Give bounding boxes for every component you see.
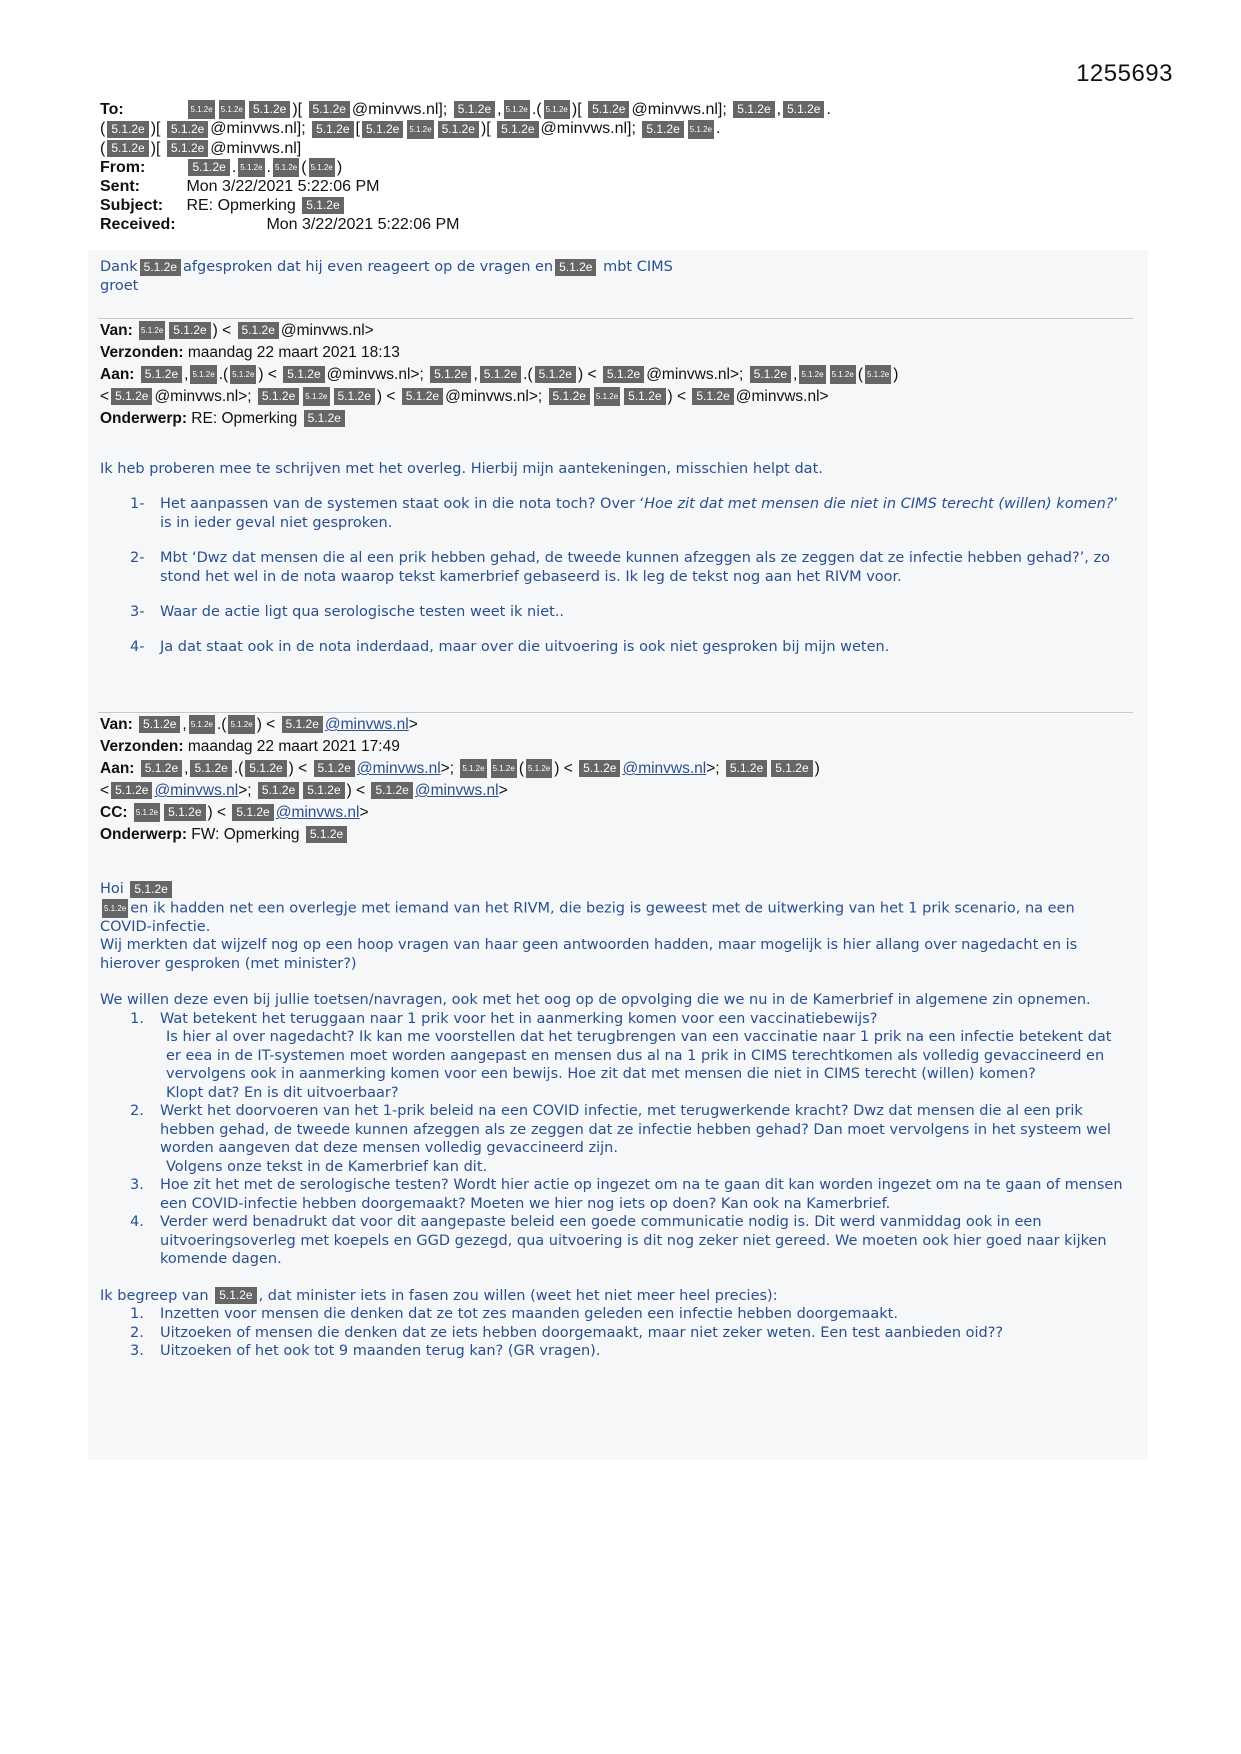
verzonden-label: Verzonden: xyxy=(100,738,184,755)
msg2-header: Van: 5.1.2e , 5.1.2e .( 5.1.2e ) < 5.1.2e @minvws.nl> Verzonden: maandag 22 maart 2021 17:49 Aan: 5.1.2e , 5.1.2e .( 5.1.2e ) < 5.1.2e @minvws.nl>; 5.1.2e 5.1.2e ( 5.1.2e ) < 5.1.2e @minvws.nl>; 5.1.2e 5.1.2e ) < 5.1.2e @minvws.nl>; 5.1.2e 5.1.2e ) < 5.1.2e @minvws.nl> CC: 5.1.2e 5.1.2e ) < 5.1.2e @minvws.nl> Onderwerp: FW: Opmerking 5.1.2e xyxy=(100,716,820,843)
redaction: 5.1.2e xyxy=(526,759,552,778)
reply-text: Dank xyxy=(100,259,138,275)
redaction: 5.1.2e xyxy=(107,121,148,138)
msg1-header: Van: 5.1.2e 5.1.2e ) < 5.1.2e @minvws.nl> Verzonden: maandag 22 maart 2021 18:13 Aan: 5.1.2e , 5.1.2e .( 5.1.2e ) < 5.1.2e @minvws.nl>; 5.1.2e , 5.1.2e .( 5.1.2e ) < 5.1.2e @minvws.nl>; 5.1.2e , 5.1.2e 5.1.2e ( 5.1.2e ) < 5.1.2e @minvws.nl>; 5.1.2e 5.1.2e 5.1.2e ) < 5.1.2e @minvws.nl>; 5.1.2e 5.1.2e 5.1.2e ) < 5.1.2e @minvws.nl> Onderwerp: RE: Opmerking 5.1.2e xyxy=(100,322,899,427)
item-text: Uitzoeken of het ook tot 9 maanden terug kan? (GR vragen). xyxy=(160,1343,601,1359)
item-number: 4- xyxy=(130,639,145,655)
aan-label: Aan: xyxy=(100,366,135,383)
email-link[interactable]: @minvws.nl xyxy=(356,760,441,777)
email-domain: @minvws.nl]; xyxy=(351,101,448,118)
redaction: 5.1.2e xyxy=(594,387,620,406)
aan-label: Aan: xyxy=(100,760,135,777)
list-item xyxy=(100,638,1130,657)
item-text: Ja dat staat ook in de nota inderdaad, maar over die uitvoering is ook niet gesproken bij mijn weten. xyxy=(160,639,890,655)
redaction: 5.1.2e xyxy=(491,759,517,778)
sent-value: Mon 3/22/2021 5:22:06 PM xyxy=(186,177,380,195)
redaction: 5.1.2e xyxy=(438,121,479,138)
subject-label: Subject: xyxy=(100,196,164,214)
item-number: 1- xyxy=(130,496,145,512)
redaction: 5.1.2e xyxy=(164,804,205,821)
paragraph: , dat minister iets in fasen zou willen (weet het niet meer heel precies): xyxy=(258,1287,778,1304)
list-item xyxy=(100,1213,1130,1269)
email-domain: @minvws.nl]; xyxy=(210,120,306,138)
received-label: Received: xyxy=(100,215,176,233)
item-text: Verder werd benadrukt dat voor dit aangepaste beleid een goede communicatie nodig is. Dit werd vanmiddag ook in een uitvoeringsoverleg met koepels en GGD gezegd, qua uitvoering is dit nog zeker niet gereed. We moeten ook hier goed naar kijken komende dagen. xyxy=(160,1214,1107,1267)
redaction: 5.1.2e xyxy=(167,121,208,138)
redaction: 5.1.2e xyxy=(588,101,629,118)
redaction: 5.1.2e xyxy=(238,322,279,339)
redaction: 5.1.2e xyxy=(624,388,665,405)
item-subtext: Volgens onze tekst in de Kamerbrief kan dit. xyxy=(166,1158,488,1175)
redaction: 5.1.2e xyxy=(190,365,216,384)
redaction: 5.1.2e xyxy=(140,259,181,276)
redaction: 5.1.2e xyxy=(549,388,590,405)
redaction: 5.1.2e xyxy=(865,365,891,384)
reply-text: mbt CIMS xyxy=(603,259,673,275)
list-item xyxy=(100,495,1130,533)
to-label: To: xyxy=(100,101,124,118)
onderwerp-label: Onderwerp: xyxy=(100,826,187,843)
redaction: 5.1.2e xyxy=(107,140,148,157)
redaction: 5.1.2e xyxy=(190,760,231,777)
item-subtext: Is hier al over nagedacht? Ik kan me voorstellen dat het terugbrengen van een vaccinatie naar 1 prik na een infectie betekent dat er eea in de IT-systemen moet worden aangepast en mensen dus al na 1 prik in CIMS terechtkomen als volledig gevaccineerd en vervolgens ook in aanmerking komen voor een bewijs. Hoe zit dat met mensen die niet in CIMS terecht (willen) komen? xyxy=(166,1029,1112,1082)
redaction: 5.1.2e xyxy=(783,101,824,118)
onderwerp-label: Onderwerp: xyxy=(100,410,187,427)
subject-value: RE: Opmerking xyxy=(186,196,296,214)
email-domain: @minvws.nl]; xyxy=(631,101,727,118)
redaction: 5.1.2e xyxy=(130,881,171,898)
redaction: 5.1.2e xyxy=(504,100,530,119)
item-text-italic: Hoe zit dat met mensen die niet in CIMS terecht (willen) komen? xyxy=(644,496,1114,512)
sent-label: Sent: xyxy=(100,177,140,195)
redaction: 5.1.2e xyxy=(188,159,229,176)
redaction: 5.1.2e xyxy=(139,716,180,733)
list-item xyxy=(100,1324,1130,1343)
to-row-3: ( 5.1.2e )[ 5.1.2e @minvws.nl] xyxy=(100,139,302,157)
redaction: 5.1.2e xyxy=(371,782,412,799)
redaction: 5.1.2e xyxy=(141,760,182,777)
redaction: 5.1.2e xyxy=(273,158,299,177)
redaction: 5.1.2e xyxy=(283,366,324,383)
redaction: 5.1.2e xyxy=(480,366,521,383)
redaction: 5.1.2e xyxy=(309,158,335,177)
reply-top xyxy=(100,258,1130,296)
redaction: 5.1.2e xyxy=(111,388,152,405)
redaction: 5.1.2e xyxy=(642,121,683,138)
redaction: 5.1.2e xyxy=(555,259,596,276)
redaction: 5.1.2e xyxy=(141,366,182,383)
email-link[interactable]: @minvws.nl xyxy=(154,782,239,799)
item-text: Hoe zit het met de serologische testen? Wordt hier actie op ingezet om na te gaan dit kan worden ingezet om na te gaan of mensen een COVID-infectie hebben doorgemaakt? Moeten we hier nog iets op doen? Kan ook na Kamerbrief. xyxy=(160,1177,1123,1212)
item-text: Het aanpassen van de systemen staat ook in die nota toch? Over ‘ xyxy=(160,496,645,512)
list-item xyxy=(100,1305,1130,1324)
list-item xyxy=(100,1342,1130,1361)
redaction: 5.1.2e xyxy=(232,804,273,821)
email-link[interactable]: @minvws.nl xyxy=(622,760,707,777)
redaction: 5.1.2e xyxy=(249,101,290,118)
redaction: 5.1.2e xyxy=(603,366,644,383)
onderwerp-value: FW: Opmerking xyxy=(191,826,300,843)
email-domain: @minvws.nl> xyxy=(280,322,374,339)
subject-row xyxy=(100,196,1140,215)
item-subtext: Klopt dat? En is dit uitvoerbaar? xyxy=(166,1084,399,1101)
to-row-2: ( 5.1.2e )[ 5.1.2e @minvws.nl]; 5.1.2e [ 5.1.2e 5.1.2e 5.1.2e )[ 5.1.2e @minvws.nl]; 5.1.2e 5.1.2e . xyxy=(100,120,721,138)
msg2-questions-list xyxy=(100,1010,1130,1269)
item-text: Uitzoeken of mensen die denken dat ze iets hebben doorgemaakt, maar niet zeker weten. Een test aanbieden oid?? xyxy=(160,1324,1004,1341)
list-item xyxy=(100,603,1130,622)
email-link[interactable]: @minvws.nl xyxy=(275,804,360,821)
reply-sign-off: groet xyxy=(100,278,139,294)
paragraph: We willen deze even bij jullie toetsen/navragen, ook met het oog op de opvolging die we nu in de Kamerbrief in algemene zin opnemen. xyxy=(100,992,1091,1008)
divider xyxy=(98,712,1133,713)
redaction: 5.1.2e xyxy=(258,388,299,405)
paragraph: Wij merkten dat wijzelf nog op een hoop vragen van haar geen antwoorden hadden, maar mogelijk is hier allang over nagedacht en is hierover gesproken (met minister?) xyxy=(100,937,1078,972)
redaction: 5.1.2e xyxy=(167,140,208,157)
onderwerp-value: RE: Opmerking xyxy=(191,410,298,427)
redaction: 5.1.2e xyxy=(544,100,570,119)
redaction: 5.1.2e xyxy=(771,760,812,777)
van-label: Van: xyxy=(100,716,133,733)
msg1-body xyxy=(100,460,1130,673)
item-text: Waar de actie ligt qua serologische testen weet ik niet.. xyxy=(160,604,565,620)
redaction: 5.1.2e xyxy=(134,803,160,822)
redaction: 5.1.2e xyxy=(733,101,774,118)
item-text: ’ is in ieder geval niet gesproken. xyxy=(160,496,1119,531)
item-number: 2. xyxy=(130,1324,144,1341)
email-domain: @minvws.nl]; xyxy=(540,120,636,138)
redaction: 5.1.2e xyxy=(303,387,329,406)
received-value: Mon 3/22/2021 5:22:06 PM xyxy=(266,215,460,233)
redaction: 5.1.2e xyxy=(454,101,495,118)
list-item xyxy=(100,1010,1130,1103)
item-text: Mbt ‘Dwz dat mensen die al een prik hebben gehad, de tweede kunnen afzeggen als ze zeggen dat ze infectie hebben gehad?’, zo stond het wel in de nota waarop tekst kamerbrief gebaseerd is. Ik leg de tekst nog aan het RIVM voor. xyxy=(160,550,1111,585)
verzonden-label: Verzonden: xyxy=(100,344,184,361)
redaction: 5.1.2e xyxy=(830,365,856,384)
verzonden-value: maandag 22 maart 2021 18:13 xyxy=(187,344,400,361)
item-number: 2- xyxy=(130,550,145,566)
from-label: From: xyxy=(100,158,146,176)
redaction: 5.1.2e xyxy=(228,715,254,734)
redaction: 5.1.2e xyxy=(139,321,165,340)
verzonden-value: maandag 22 maart 2021 17:49 xyxy=(187,738,400,755)
redaction: 5.1.2e xyxy=(750,366,791,383)
msg2-phases-list xyxy=(100,1305,1130,1361)
from-row: From: 5.1.2e . 5.1.2e . 5.1.2e ( 5.1.2e ) xyxy=(100,158,343,176)
redaction: 5.1.2e xyxy=(282,716,323,733)
list-item xyxy=(100,1176,1130,1213)
redaction: 5.1.2e xyxy=(312,121,353,138)
redaction: 5.1.2e xyxy=(402,388,443,405)
redaction: 5.1.2e xyxy=(692,388,733,405)
redaction: 5.1.2e xyxy=(238,158,264,177)
paragraph: Ik begreep van xyxy=(100,1287,209,1304)
redaction: 5.1.2e xyxy=(362,121,403,138)
redaction: 5.1.2e xyxy=(230,365,256,384)
document-number: 1255693 xyxy=(1076,60,1173,87)
to-row: To: 5.1.2e 5.1.2e 5.1.2e )[ 5.1.2e @minvws.nl]; 5.1.2e , 5.1.2e .( 5.1.2e )[ 5.1.2e @minvws.nl]; 5.1.2e , 5.1.2e . xyxy=(100,101,831,118)
redaction: 5.1.2e xyxy=(219,100,245,119)
item-number: 1. xyxy=(130,1306,144,1322)
redaction: 5.1.2e xyxy=(314,760,355,777)
redaction: 5.1.2e xyxy=(303,782,344,799)
redaction: 5.1.2e xyxy=(460,759,486,778)
redaction: 5.1.2e xyxy=(430,366,471,383)
redaction: 5.1.2e xyxy=(688,120,714,139)
item-number: 3- xyxy=(130,604,145,620)
item-number: 3. xyxy=(130,1177,144,1193)
item-text: Inzetten voor mensen die denken dat ze tot zes maanden geleden een infectie hebben doorgemaakt. xyxy=(160,1306,898,1322)
redaction: 5.1.2e xyxy=(579,760,620,777)
received-row xyxy=(100,215,1140,234)
item-text: Werkt het doorvoeren van het 1-prik beleid na een COVID infectie, met terugwerkende kracht? Dwz dat mensen die al een prik hebben gehad, de tweede kunnen afzeggen als ze zeggen dat ze infectie hebben gehad? Dan moet vervolgens in het systeem wel worden aangeven dat deze mensen volledig gevaccineerd zijn. xyxy=(160,1103,1111,1156)
item-number: 1. xyxy=(130,1010,144,1027)
msg1-notes-list xyxy=(100,495,1130,657)
email-link[interactable]: @minvws.nl xyxy=(324,716,409,733)
divider xyxy=(98,318,1133,319)
redaction: 5.1.2e xyxy=(726,760,767,777)
redaction: 5.1.2e xyxy=(304,410,345,427)
redaction: 5.1.2e xyxy=(111,782,152,799)
list-item xyxy=(100,1102,1130,1176)
sent-row xyxy=(100,177,1140,196)
outer-email-header xyxy=(100,100,1140,234)
email-domain: @minvws.nl> xyxy=(735,388,829,405)
redaction: 5.1.2e xyxy=(188,100,214,119)
redaction: 5.1.2e xyxy=(306,826,347,843)
msg1-intro: Ik heb proberen mee te schrijven met het overleg. Hierbij mijn aantekeningen, misschien helpt dat. xyxy=(100,461,823,477)
msg2-body xyxy=(100,880,1130,1361)
email-link[interactable]: @minvws.nl xyxy=(414,782,499,799)
redaction: 5.1.2e xyxy=(334,388,375,405)
van-label: Van: xyxy=(100,322,133,339)
list-item xyxy=(100,549,1130,587)
item-number: 2. xyxy=(130,1103,144,1119)
redaction: 5.1.2e xyxy=(215,1287,256,1304)
redaction: 5.1.2e xyxy=(258,782,299,799)
redaction: 5.1.2e xyxy=(302,197,343,214)
paragraph: en ik hadden net een overlegje met iemand van het RIVM, die bezig is geweest met de uitwerking van het 1 prik scenario, na een COVID-infectie. xyxy=(100,900,1075,935)
item-number: 3. xyxy=(130,1343,144,1359)
redaction: 5.1.2e xyxy=(799,365,825,384)
item-number: 4. xyxy=(130,1214,144,1230)
redaction: 5.1.2e xyxy=(535,366,576,383)
redaction: 5.1.2e xyxy=(102,899,128,918)
redaction: 5.1.2e xyxy=(407,120,433,139)
cc-label: CC: xyxy=(100,804,128,821)
redaction: 5.1.2e xyxy=(309,101,350,118)
redaction: 5.1.2e xyxy=(245,760,286,777)
greeting: Hoi xyxy=(100,881,124,897)
email-domain: @minvws.nl] xyxy=(210,139,302,157)
reply-text: afgesproken dat hij even reageert op de vragen en xyxy=(183,259,554,275)
redaction: 5.1.2e xyxy=(189,715,215,734)
item-text: Wat betekent het teruggaan naar 1 prik voor het in aanmerking komen voor een vaccinatiebewijs? xyxy=(160,1010,878,1027)
redaction: 5.1.2e xyxy=(497,121,538,138)
redaction: 5.1.2e xyxy=(169,322,210,339)
